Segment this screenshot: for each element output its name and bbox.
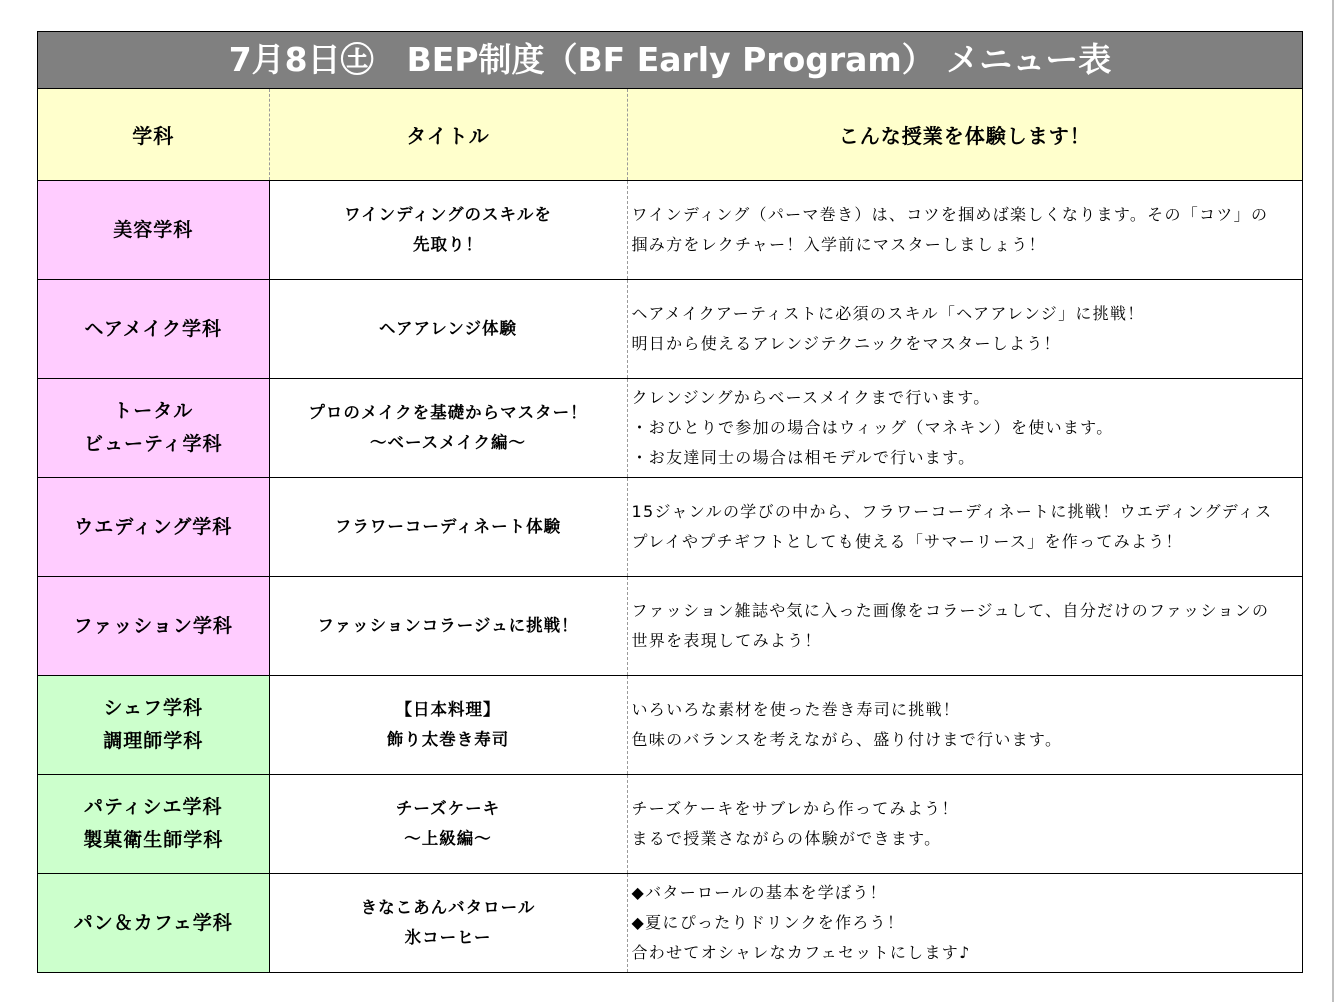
dept-line: パン＆カフェ学科 (73, 911, 233, 934)
title-line: フラワーコーディネート体験 (334, 517, 562, 536)
description-cell (627, 280, 1302, 379)
description-line: ・お友達同士の場合は相モデルで行います。 (631, 448, 976, 467)
dept-line: トータル (113, 400, 194, 422)
header-row (38, 89, 1302, 181)
description-cell (627, 775, 1302, 874)
sheet-column-divider (1332, 0, 1334, 1002)
title-line: 先取り！ (413, 235, 483, 254)
page-title: 7月8日㊏ BEP制度（BF Early Program） メニュー表 (38, 32, 1302, 89)
title-cell (269, 478, 627, 577)
title-cell (269, 676, 627, 775)
description-line: ワインディング（パーマ巻き）は、コツを掴めば楽しくなります。その「コツ」の (631, 205, 1269, 224)
title-line: 【日本料理】 (395, 700, 501, 719)
title-line: ワインディングのスキルを (344, 205, 552, 224)
table-row (38, 577, 1302, 676)
description-line: ・おひとりで参加の場合はウィッグ（マネキン）を使います。 (631, 418, 1114, 437)
description-line: いろいろな素材を使った巻き寿司に挑戦！ (631, 700, 961, 719)
dept-line: ヘアメイク学科 (84, 317, 223, 340)
description-line: 明日から使えるアレンジテクニックをマスターしよう！ (631, 334, 1061, 353)
dept-cell (38, 379, 269, 478)
header-dept: 学科 (38, 89, 269, 181)
dept-line: ビューティ学科 (84, 433, 223, 455)
menu-table-sheet (37, 31, 1303, 973)
table-row (38, 280, 1302, 379)
description-line: クレンジングからベースメイクまで行います。 (631, 388, 991, 407)
title-cell (269, 379, 627, 478)
description-cell (627, 577, 1302, 676)
dept-cell (38, 181, 269, 280)
table-row (38, 181, 1302, 280)
dept-line: 調理師学科 (103, 730, 204, 752)
description-line: ◆バターロールの基本を学ぼう！ (631, 883, 887, 902)
title-line: 飾り太巻き寿司 (386, 730, 510, 749)
description-cell (627, 478, 1302, 577)
description-line: チーズケーキをサブレから作ってみよう！ (631, 799, 959, 818)
description-cell (627, 379, 1302, 478)
table-row (38, 874, 1302, 973)
description-line: 合わせてオシャレなカフェセットにします♪ (631, 943, 971, 962)
description-line: プレイやプチギフトとしても使える「サマーリース」を作ってみよう！ (631, 532, 1183, 551)
description-line: 掴み方をレクチャー！入学前にマスターしましょう！ (631, 235, 1046, 254)
title-cell (269, 280, 627, 379)
dept-cell (38, 478, 269, 577)
menu-table (38, 89, 1302, 972)
description-line: ヘアメイクアーティストに必須のスキル「ヘアアレンジ」に挑戦！ (631, 304, 1145, 323)
dept-line: シェフ学科 (103, 697, 204, 719)
table-row (38, 775, 1302, 874)
title-line: ヘアアレンジ体験 (378, 319, 518, 338)
table-row (38, 379, 1302, 478)
description-line: まるで授業さながらの体験ができます。 (631, 829, 942, 848)
description-line: ファッション雑誌や気に入った画像をコラージュして、自分だけのファッションの (631, 601, 1270, 620)
title-cell (269, 181, 627, 280)
title-line: ～上級編～ (404, 829, 492, 848)
title-cell (269, 775, 627, 874)
dept-line: パティシエ学科 (84, 796, 223, 818)
title-line: きなこあんバタロール (360, 898, 536, 917)
dept-line: ファッション学科 (73, 614, 233, 637)
table-row (38, 676, 1302, 775)
title-cell (269, 874, 627, 973)
description-line: 色味のバランスを考えながら、盛り付けまで行います。 (631, 730, 1063, 749)
description-line: 世界を表現してみよう！ (631, 631, 822, 650)
description-line: 15ジャンルの学びの中から、フラワーコーディネートに挑戦！ウエディングディス (631, 502, 1273, 521)
title-line: ファッションコラージュに挑戦！ (317, 616, 579, 635)
description-line: ◆夏にぴったりドリンクを作ろう！ (631, 913, 905, 932)
header-content: こんな授業を体験します！ (627, 89, 1302, 181)
dept-line: 製菓衛生師学科 (83, 829, 224, 851)
dept-cell (38, 577, 269, 676)
header-title: タイトル (269, 89, 627, 181)
menu-rows (38, 181, 1302, 973)
dept-cell (38, 676, 269, 775)
title-line: ～ベースメイク編～ (369, 433, 526, 452)
dept-cell (38, 775, 269, 874)
dept-line: 美容学科 (113, 218, 194, 241)
description-cell (627, 181, 1302, 280)
title-line: 氷コーヒー (404, 928, 492, 947)
title-line: プロのメイクを基礎からマスター！ (308, 403, 588, 422)
table-row (38, 478, 1302, 577)
title-line: チーズケーキ (395, 799, 501, 818)
description-cell (627, 874, 1302, 973)
title-cell (269, 577, 627, 676)
dept-cell (38, 874, 269, 973)
description-cell (627, 676, 1302, 775)
dept-line: ウエディング学科 (74, 515, 233, 538)
dept-cell (38, 280, 269, 379)
